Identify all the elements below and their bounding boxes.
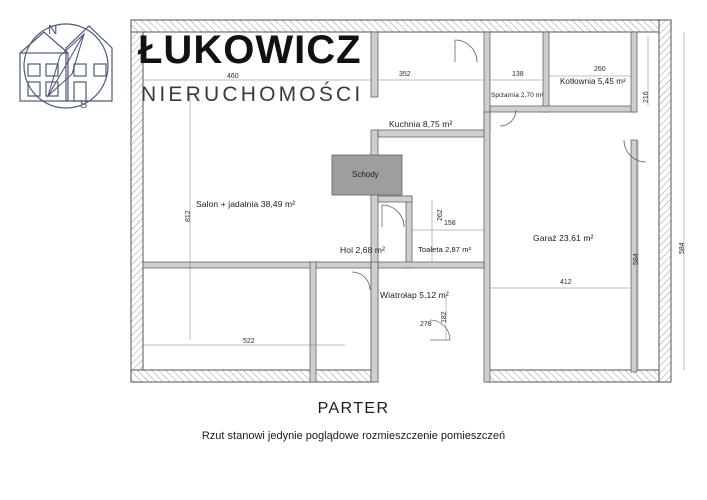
logo-brand-text: ŁUKOWICZ	[138, 28, 362, 72]
dimension-584-inner: 584	[633, 253, 640, 265]
room-label-wiatrolap: Wiatrołap 5,12 m²	[380, 290, 449, 300]
dimension-260: 260	[594, 66, 606, 73]
dimension-812: 812	[185, 210, 192, 222]
dimension-460: 460	[227, 73, 239, 80]
plan-title: PARTER	[317, 400, 390, 417]
svg-text:S: S	[80, 99, 88, 111]
room-label-kuchnia: Kuchnia 8,75 m²	[389, 119, 453, 129]
svg-text:N: N	[48, 22, 58, 37]
room-label-hol: Hol 2,68 m²	[340, 245, 386, 255]
room-label-spizarnia: Spiżarnia 2,70 m²	[491, 92, 544, 99]
room-label-garaz: Garaż 23,61 m²	[533, 233, 594, 243]
dimension-352: 352	[399, 71, 411, 78]
dimension-158: 158	[444, 220, 456, 227]
dimension-412: 412	[560, 279, 572, 286]
dimension-584-outer: 584	[679, 242, 686, 254]
dimension-138: 138	[512, 71, 524, 78]
dimension-262: 262	[437, 209, 444, 221]
house-compass-icon	[8, 8, 128, 118]
room-label-kotlownia: Kotłownia 5,45 m²	[560, 77, 626, 86]
logo-tagline-text: NIERUCHOMOŚCI	[141, 83, 364, 106]
room-label-schody: Schody	[352, 170, 379, 179]
plan-disclaimer: Rzut stanowi jedynie poglądowe rozmieszczenie pomieszczeń	[201, 430, 506, 442]
dimension-216: 216	[643, 91, 650, 103]
dimension-182: 182	[441, 311, 448, 323]
company-logo	[8, 8, 408, 120]
room-label-toaleta: Toaleta 2,87 m²	[418, 245, 472, 254]
dimension-522: 522	[243, 338, 255, 345]
dimension-278: 278	[420, 321, 432, 328]
room-label-salon: Salon + jadalnia 38,49 m²	[196, 199, 296, 209]
